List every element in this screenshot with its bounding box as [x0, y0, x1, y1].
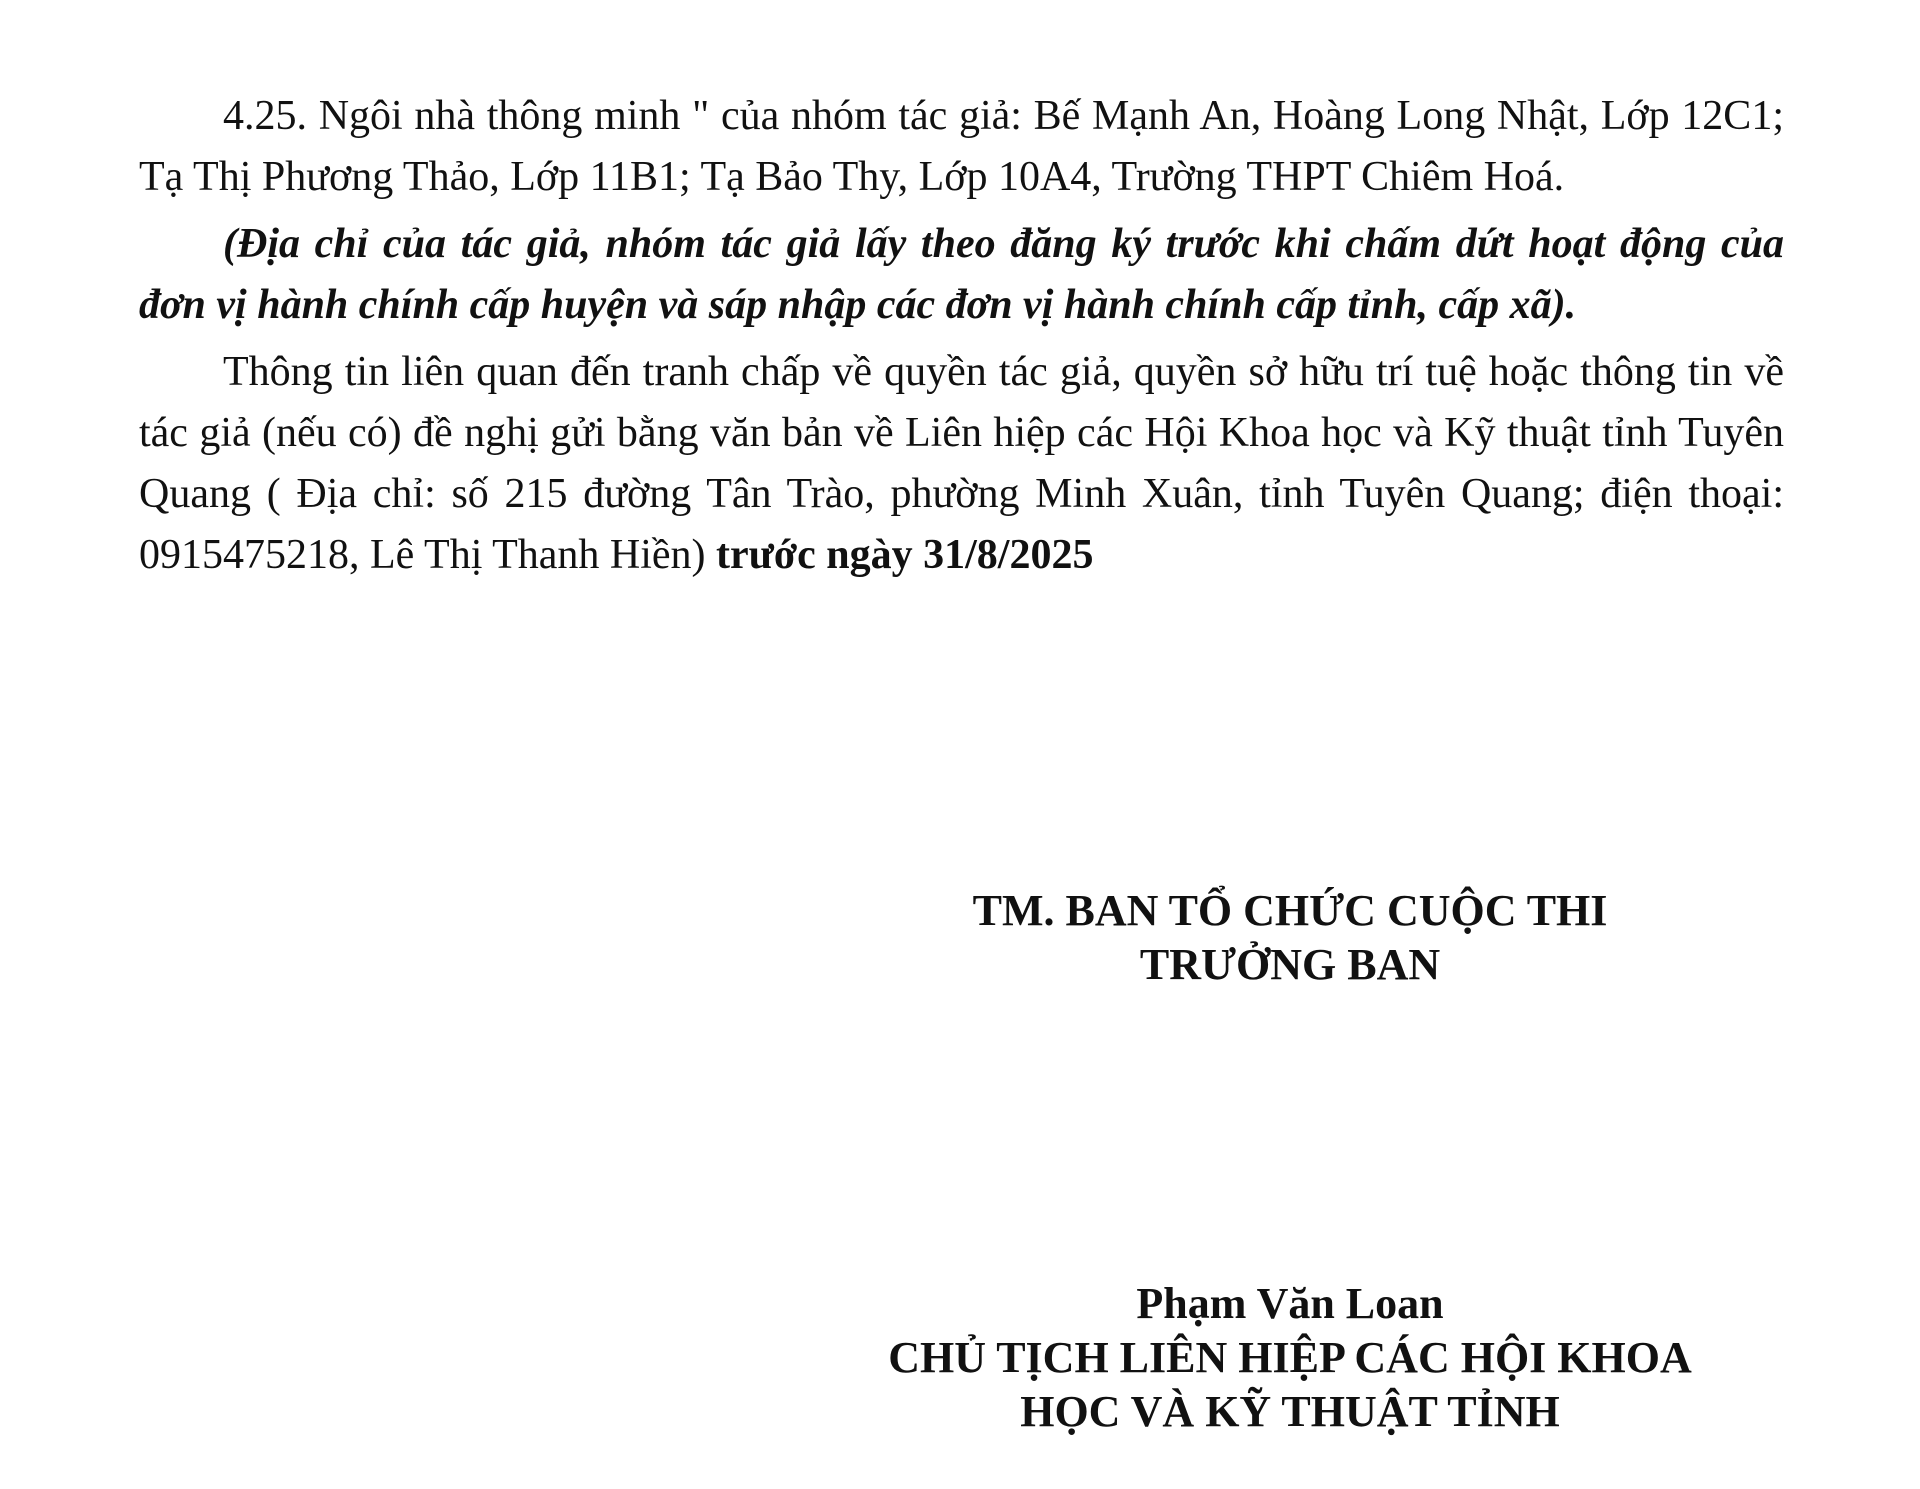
item-4-25: 4.25. Ngôi nhà thông minh " của nhóm tác giả: Bế Mạnh An, Hoàng Long Nhật, Lớp 12C1; Tạ Thị Phương Thảo, Lớp 11B1; Tạ Bảo Thy, Lớp 10A4, Trường THPT Chiêm Hoá. [139, 93, 1784, 200]
deadline-text: trước ngày 31/8/2025 [716, 532, 1094, 578]
dispute-info-paragraph [139, 342, 1784, 586]
document-body [139, 86, 1784, 592]
organizing-committee-label: TM. BAN TỔ CHỨC CUỘC THI [972, 886, 1608, 935]
address-note: (Địa chỉ của tác giả, nhóm tác giả lấy theo đăng ký trước khi chấm dứt hoạt động của đơn vị hành chính cấp huyện và sáp nhập các đơn vị hành chính cấp tỉnh, cấp xã). [139, 221, 1784, 328]
signer-title-line1: CHỦ TỊCH LIÊN HIỆP CÁC HỘI KHOA [888, 1333, 1692, 1382]
signer-title-line2: HỌC VÀ KỸ THUẬT TỈNH [1020, 1387, 1560, 1436]
signer-name: Phạm Văn Loan [1136, 1279, 1444, 1328]
dispute-info-text: Thông tin liên quan đến tranh chấp về quyền tác giả, quyền sở hữu trí tuệ hoặc thông tin về tác giả (nếu có) đề nghị gửi bằng văn bản về Liên hiệp các Hội Khoa học và Kỹ thuật tỉnh Tuyên Quang ( Địa chỉ: số 215 đường Tân Trào, phường Minh Xuân, tỉnh Tuyên Quang; điện thoại: 0915475218, Lê Thị Thanh Hiền) [139, 349, 1784, 578]
signature-heading [820, 884, 1760, 992]
signer-block [820, 1277, 1760, 1439]
head-label: TRƯỞNG BAN [1139, 940, 1441, 989]
